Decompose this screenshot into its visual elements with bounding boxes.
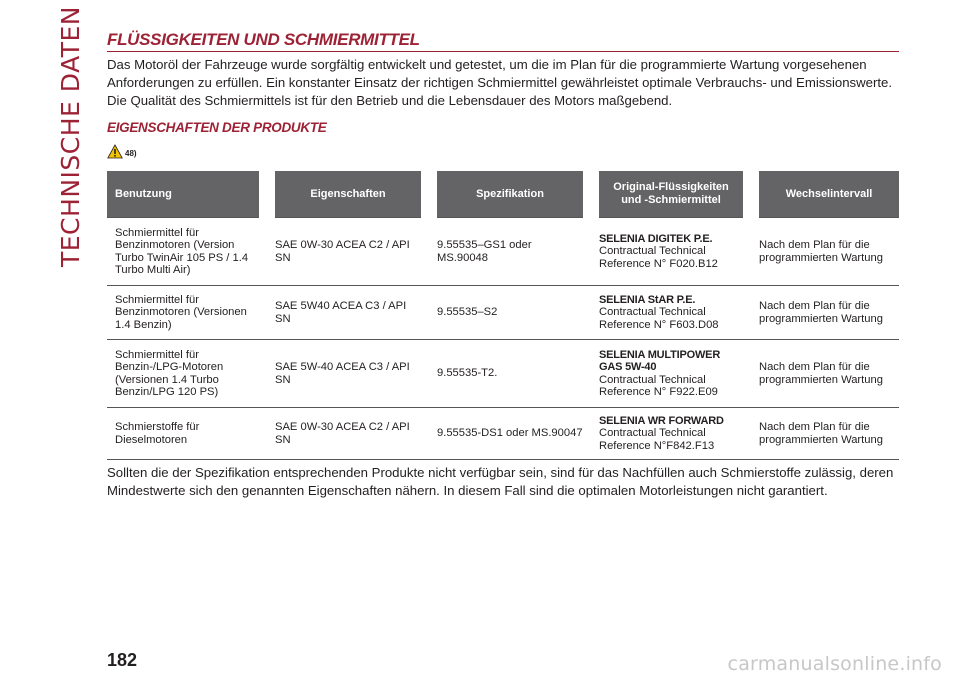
header-spezifikation: Spezifikation [429,171,591,218]
cell-interval: Nach dem Plan für die programmierten Wartung [751,340,899,408]
header-wechselintervall: Wechselintervall [751,171,899,218]
cell-interval: Nach dem Plan für die programmierten Wartung [751,408,899,460]
product-reference: Contractual Technical Reference N°F842.F13 [599,427,715,452]
products-table [107,171,899,460]
sidebar-chapter-title [52,5,88,268]
cell-properties: SAE 0W-30 ACEA C2 / API SN [267,408,429,460]
section-title: EIGENSCHAFTEN DER PRODUKTE [107,120,327,135]
header-eigenschaften: Eigenschaften [267,171,429,218]
cell-properties: SAE 5W-40 ACEA C3 / API SN [267,340,429,408]
warning-triangle-icon [107,144,123,159]
product-reference: Contractual Technical Reference N° F020.B12 [599,245,718,270]
table-row [107,218,899,286]
intro-paragraph: Das Motoröl der Fahrzeuge wurde sorgfältig entwickelt und getestet, um die im Plan für die programmierte Wartung vorgesehenen Anforderungen zu erfüllen. Ein konstanter Einsatz der richtigen Schmiermittel gewährleistet optimale Verbrauchs- und Emissionswerte. Die Qualität des Schmiermittels ist für den Betrieb und die Lebensdauer des Motors maßgebend. [107,57,893,108]
page-title: FLÜSSIGKEITEN UND SCHMIERMITTEL [107,30,899,52]
product-name: SELENIA DIGITEK P.E. [599,232,713,245]
product-reference: Contractual Technical Reference N° F922.E09 [599,373,718,398]
table-header-row [107,171,899,218]
cell-specification: 9.55535–GS1 oder MS.90048 [429,218,591,286]
cell-product [591,340,751,408]
cell-product [591,408,751,460]
cell-product [591,286,751,340]
cell-use: Schmiermittel für Benzinmotoren (Versionen 1.4 Benzin) [107,286,267,340]
page-number: 182 [107,650,138,670]
cell-use: Schmiermittel für Benzinmotoren (Version Turbo TwinAir 105 PS / 1.4 Turbo Multi Air) [107,218,267,286]
product-name: SELENIA StAR P.E. [599,293,696,306]
header-original-fluessigkeiten: Original-Flüssigkeiten und -Schmiermittel [591,171,751,218]
table-row [107,340,899,408]
table-row [107,408,899,460]
cell-properties: SAE 0W-30 ACEA C2 / API SN [267,218,429,286]
cell-properties: SAE 5W40 ACEA C3 / API SN [267,286,429,340]
header-benutzung: Benutzung [107,171,267,218]
cell-use: Schmierstoffe für Dieselmotoren [107,408,267,460]
warning-ref-number: 48) [125,148,137,158]
product-reference: Contractual Technical Reference N° F603.D08 [599,306,719,331]
cell-interval: Nach dem Plan für die programmierten Wartung [751,218,899,286]
main-content [107,30,899,500]
watermark: carmanualsonline.info [727,653,942,675]
cell-interval: Nach dem Plan für die programmierten Wartung [751,286,899,340]
product-name: SELENIA MULTIPOWER GAS 5W-40 [599,348,721,373]
cell-specification: 9.55535-T2. [429,340,591,408]
cell-use: Schmiermittel für Benzin-/LPG-Motoren (Versionen 1.4 Turbo Benzin/LPG 120 PS) [107,340,267,408]
table-row [107,286,899,340]
cell-specification: 9.55535-DS1 oder MS.90047 [429,408,591,460]
cell-specification: 9.55535–S2 [429,286,591,340]
chapter-label: TECHNISCHE DATEN [55,5,85,268]
product-name: SELENIA WR FORWARD [599,414,724,427]
cell-product [591,218,751,286]
outro-paragraph: Sollten die der Spezifikation entsprechenden Produkte nicht verfügbar sein, sind für das Nachfüllen auch Schmierstoffe zulässig, deren Mindestwerte sich den genannten Eigenschaften nähern. In diesem Fall sind die optimalen Motorleistungen nicht garantiert. [107,465,894,498]
warning-reference[interactable] [107,143,899,159]
